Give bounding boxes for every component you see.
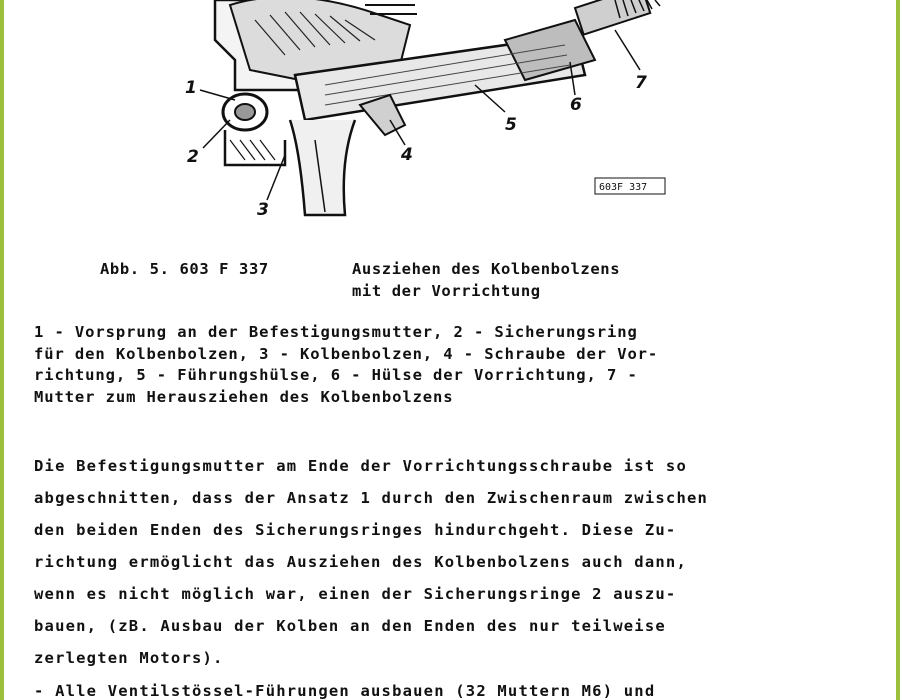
- body-paragraph: [34, 450, 884, 674]
- figure-legend: [34, 322, 854, 408]
- callout-5: 5: [505, 115, 517, 135]
- callout-2: 2: [187, 147, 199, 167]
- callout-6: 6: [570, 95, 582, 115]
- paragraph-line: zerlegten Motors).: [34, 649, 224, 667]
- next-step-line: - Alle Ventilstössel-Führungen ausbauen (32 Muttern M6) und: [34, 682, 656, 700]
- callout-1: 1: [185, 78, 197, 98]
- paragraph-line: wenn es nicht möglich war, einen der Sicherungsringe 2 auszu-: [34, 585, 677, 603]
- paragraph-line: Die Befestigungsmutter am Ende der Vorrichtungsschraube ist so: [34, 457, 687, 475]
- paragraph-line: abgeschnitten, dass der Ansatz 1 durch den Zwischenraum zwischen: [34, 489, 709, 507]
- figure-ref-code: 603F 337: [599, 182, 648, 193]
- piston-pin-tool-figure: [175, 0, 695, 225]
- caption-label: Abb. 5. 603 F 337: [100, 260, 269, 278]
- figure-caption: [100, 258, 620, 302]
- callout-3: 3: [257, 200, 269, 220]
- caption-title-line-1: Ausziehen des Kolbenbolzens: [352, 260, 621, 278]
- legend-line: Mutter zum Herausziehen des Kolbenbolzens: [34, 387, 454, 406]
- technical-drawing: [175, 0, 695, 225]
- legend-line: für den Kolbenbolzen, 3 - Kolbenbolzen, 4 - Schraube der Vor-: [34, 344, 659, 363]
- paragraph-line: bauen, (zB. Ausbau der Kolben an den Enden des nur teilweise: [34, 617, 666, 635]
- callout-7: 7: [635, 73, 647, 93]
- caption-title-line-2: mit der Vorrichtung: [352, 282, 541, 300]
- paragraph-line: den beiden Enden des Sicherungsringes hindurchgeht. Diese Zu-: [34, 521, 677, 539]
- legend-line: richtung, 5 - Führungshülse, 6 - Hülse der Vorrichtung, 7 -: [34, 366, 638, 384]
- callout-4: 4: [401, 145, 413, 165]
- legend-line: 1 - Vorsprung an der Befestigungsmutter, 2 - Sicherungsring: [34, 323, 638, 341]
- paragraph-line: richtung ermöglicht das Ausziehen des Kolbenbolzens auch dann,: [34, 553, 687, 571]
